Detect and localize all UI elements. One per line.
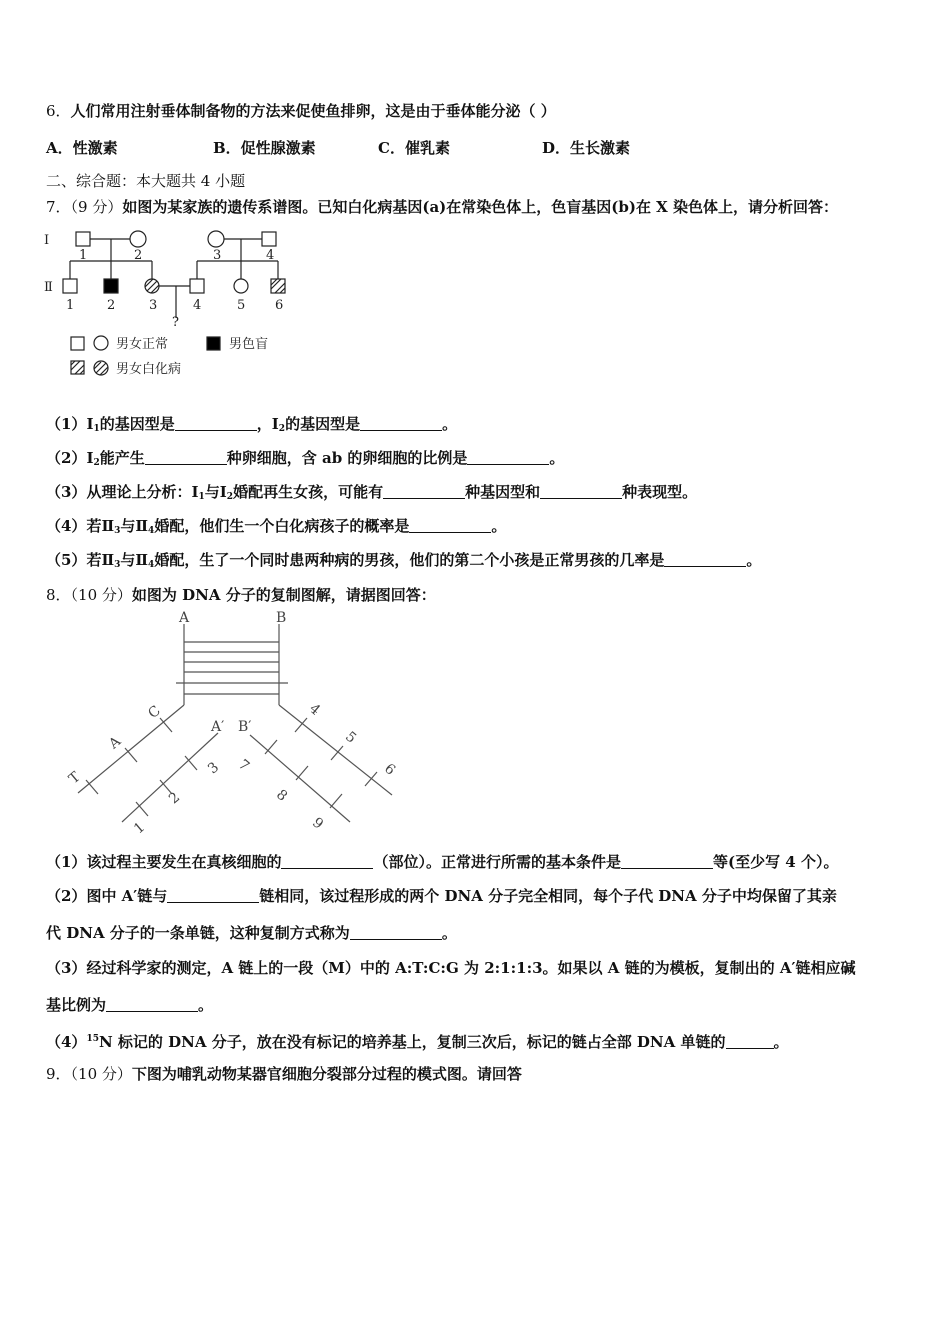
ii6-label: 6 [275,298,284,313]
label-C: C [145,702,164,722]
label-A-top: A [179,610,190,626]
ii1-normal-male [63,279,77,293]
gen1-label: Ⅰ [44,233,50,248]
q7-sub4: （4）若$Ⅱ_3$与$Ⅱ_4$婚配，他们生一个白化病孩子的概率是 。 [46,517,507,536]
legend-normal-male [71,337,84,350]
q8-sub2-line1: （2）图中 A′链与 链相同，该过程形成的两个 DNA 分子完全相同，每个子代 DNA 分子中均保留了其亲 [46,887,837,905]
gen2-label: Ⅱ [44,280,53,295]
legend-normal-label: 男女正常 [116,337,169,352]
unknown-child-label: ? [172,315,179,330]
i4-normal-male [262,232,276,246]
answer-blank[interactable] [360,415,442,431]
dna-replication-diagram [60,610,420,840]
q6-option-a: A．性激素 [46,139,118,157]
i3-normal-female [208,231,224,247]
q6-option-c: C．催乳素 [378,139,450,157]
q8-sub1: （1）该过程主要发生在真核细胞的 （部位）。正常进行所需的基本条件是 等(至少写 4 个）。 [46,853,839,871]
q7-sub1: $(1)Ⅰ_1$的基因型是 ，$Ⅰ_2$的基因型是 。 [46,415,458,434]
q7-sub2: $(2)Ⅰ_2$能产生 种卵细胞，含 ab 的卵细胞的比例是 。 [46,449,565,468]
label-5: 5 [342,728,360,747]
ii4-label: 4 [193,298,202,313]
legend-albino-label: 男女白化病 [116,362,182,377]
ii5-normal-female [234,279,248,293]
label-9: 9 [309,814,327,833]
ii2-colorblind-male [104,279,118,293]
answer-blank[interactable] [540,483,622,499]
section-title: 二、综合题：本大题共 4 小题 [46,172,246,190]
answer-blank[interactable] [409,517,491,533]
q8-sub3-line1: （3）经过科学家的测定，A 链上的一段（M）中的 A:T:C:G 为 2:1:1:3。如果以 A 链的为模板，复制出的 A′链相应碱 [46,959,856,977]
answer-blank[interactable] [726,1033,774,1049]
label-1: 1 [131,819,149,838]
label-8: 8 [273,786,291,805]
label-4: 4 [306,700,324,719]
answer-blank[interactable] [664,551,746,567]
q7-sub3: （3）从理论上分析：$Ⅰ_1$与$Ⅰ_2$婚配再生女孩，可能有 种基因型和 种表现型。 [46,483,698,502]
i1-normal-male [76,232,90,246]
i2-label: 2 [134,248,143,263]
legend-colorblind-male [207,337,220,350]
label-3: 3 [205,759,223,778]
q9-stem: 9．（10 分）下图为哺乳动物某器官细胞分裂部分过程的模式图。请回答 [46,1065,522,1083]
q6-stem: 6．人们常用注射垂体制备物的方法来促使鱼排卵，这是由于垂体能分泌（ ） [46,102,556,120]
answer-blank[interactable] [106,996,198,1012]
answer-blank[interactable] [467,449,549,465]
label-B-top: B [276,610,287,626]
ii2-label: 2 [107,298,116,313]
legend-colorblind-label: 男色盲 [229,337,269,352]
label-B-prime: B′ [238,719,252,735]
q8-sub2-line2: 代 DNA 分子的一条单链，这种复制方式称为 。 [46,924,457,942]
i3-label: 3 [213,248,222,263]
answer-blank[interactable] [145,449,227,465]
pedigree-chart [40,225,310,385]
label-2: 2 [166,789,184,808]
q6-option-b: B．促性腺激素 [213,139,316,157]
ii1-label: 1 [66,298,75,313]
label-A-prime: A′ [211,719,225,735]
q8-stem: 8．（10 分）如图为 DNA 分子的复制图解，请据图回答： [46,586,436,604]
label-6: 6 [381,760,399,779]
label-7: 7 [235,756,253,775]
answer-blank[interactable] [621,853,713,869]
answer-blank[interactable] [167,887,259,903]
i1-label: 1 [79,248,88,263]
i2-normal-female [130,231,146,247]
label-A-strand: A [106,733,125,753]
q8-sub4: $(4)^{15}N$ 标记的 DNA 分子，放在没有标记的培养基上，复制三次后，标记的链占全部 DNA 单链的 。 [46,1033,789,1051]
label-T: T [66,769,84,788]
i4-label: 4 [266,248,275,263]
legend-normal-female [94,336,108,350]
answer-blank[interactable] [383,483,465,499]
q8-sub3-line2: 基比例为 。 [46,996,214,1014]
answer-blank[interactable] [350,924,442,940]
q7-sub5: （5）若$Ⅱ_3$与$Ⅱ_4$婚配，生了一个同时患两种病的男孩，他们的第二个小孩是正常男孩的几率是 。 [46,551,762,570]
ii4-normal-male [190,279,204,293]
ii3-label: 3 [149,298,158,313]
ii5-label: 5 [237,298,246,313]
answer-blank[interactable] [281,853,373,869]
answer-blank[interactable] [175,415,257,431]
q7-stem: 7．（9 分）如图为某家族的遗传系谱图。已知白化病基因(a)在常染色体上，色盲基因(b)在 X 染色体上，请分析回答： [46,198,839,216]
q6-option-d: D．生长激素 [542,139,631,157]
